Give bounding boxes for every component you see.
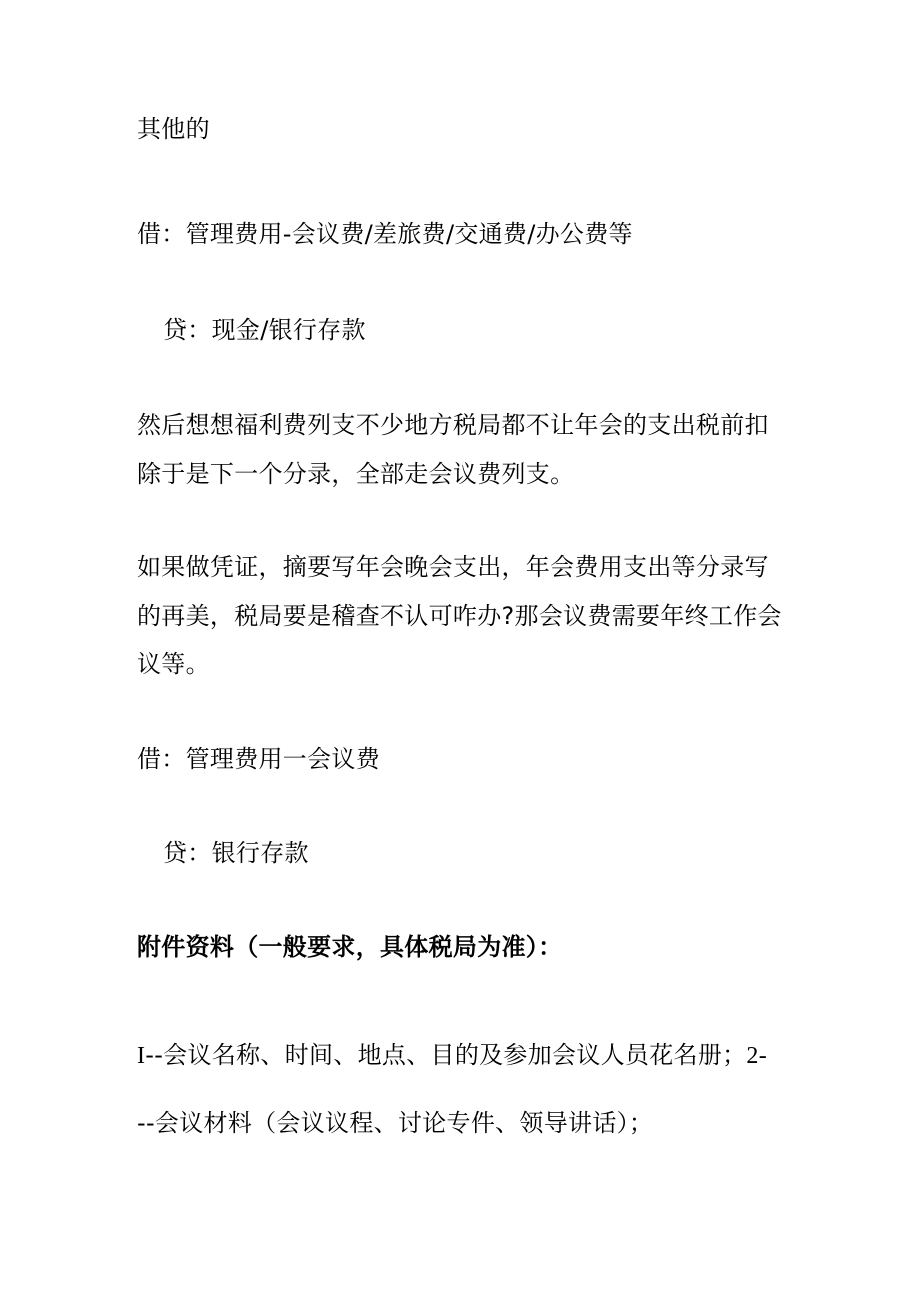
list-item-number: I	[137, 1043, 146, 1069]
list-item-dash: -	[137, 1109, 146, 1137]
list-item-text: --会议名称、时间、地点、目的及参加会议人员花名册；	[145, 1041, 747, 1069]
paragraph-line: 的再美，税局要是稽查不认可咋办?那会议费需要年终工作会	[137, 602, 782, 630]
journal-entry-credit: 贷：银行存款	[163, 839, 309, 867]
list-item	[137, 1108, 797, 1138]
paragraph-line: 如果做凭证，摘要写年会晚会支出，年会费用支出等分录写	[137, 553, 769, 581]
section-heading: 附件资料（一般要求，具体税局为准）：	[137, 933, 563, 961]
list-item-number: 2-	[746, 1043, 768, 1069]
paragraph-line: 其他的	[137, 115, 210, 143]
paragraph-line: 除于是下一个分录，全部走会议费列支。	[137, 460, 575, 488]
journal-entry-debit: 借：管理费用-会议费/差旅费/交通费/办公费等	[137, 220, 633, 248]
journal-entry-credit: 贷：现金/银行存款	[163, 316, 366, 344]
list-item	[137, 1040, 797, 1071]
paragraph-line: 议等。	[137, 650, 210, 678]
paragraph-line: 然后想想福利费列支不少地方税局都不让年会的支出税前扣	[137, 411, 769, 439]
list-item-text: -会议材料（会议议程、讨论专件、领导讲话）；	[145, 1109, 654, 1137]
journal-entry-debit: 借：管理费用一会议费	[137, 745, 380, 773]
